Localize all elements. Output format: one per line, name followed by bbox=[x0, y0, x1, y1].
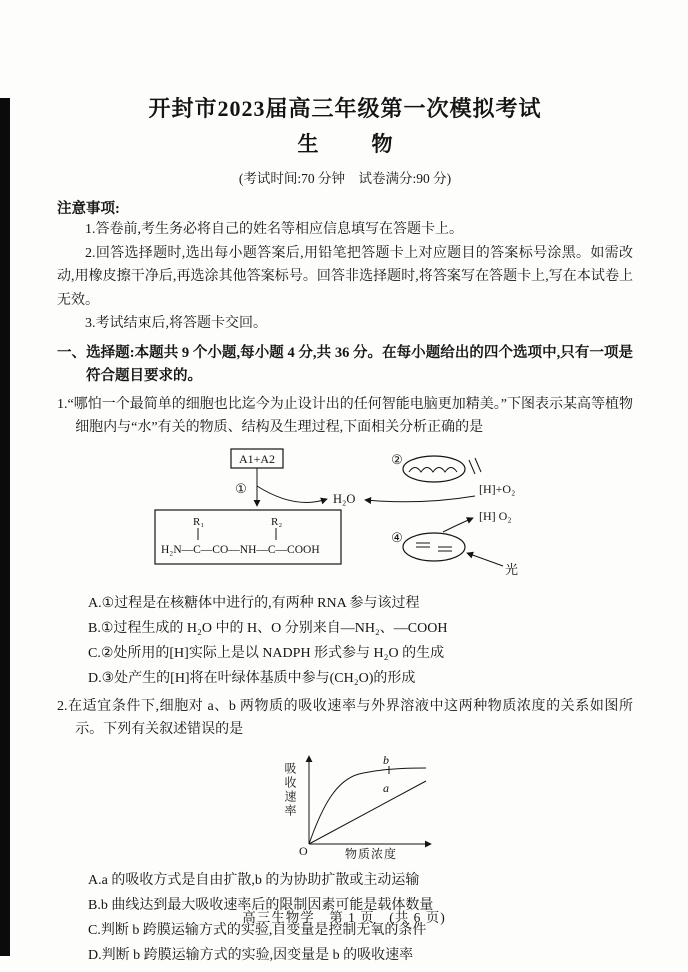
curve-a bbox=[309, 781, 426, 844]
graph-x-axis-label: 物质浓度 bbox=[344, 846, 398, 860]
graph-y-axis-label: 吸收速率 bbox=[283, 761, 297, 818]
amino-acids-box-label: A1+A2 bbox=[238, 451, 276, 466]
q2-option-d: D.判断 b 跨膜运输方式的实验,因变量是 b 的吸收速率 bbox=[88, 947, 414, 963]
hatch-line bbox=[469, 460, 475, 474]
q2-option-b: B.b 曲线达到最大吸收速率后的限制因素可能是载体数量 bbox=[88, 897, 434, 913]
exam-meta: (考试时间:70 分钟 试卷满分:90 分) bbox=[238, 171, 452, 186]
q2-option-c: C.判断 b 跨膜运输方式的实验,自变量是控制无氧的条件 bbox=[88, 922, 427, 938]
q1-option-d: D.③处产生的[H]将在叶绿体基质中参与(CH₂O)的形成 bbox=[88, 670, 416, 686]
hatch-line bbox=[475, 458, 481, 472]
q1-option-b: B.①过程生成的 H₂O 中的 H、O 分别来自—NH₂、—COOH bbox=[88, 620, 448, 636]
curve-b bbox=[309, 768, 426, 844]
question-2-graph bbox=[279, 748, 479, 860]
question-2-stem: 2.在适宜条件下,细胞对 a、b 两物质的吸收速率与外界溶液中这两种物质浓度的关系如图所示。下列有关叙述错误的是 bbox=[57, 698, 633, 737]
curve-a-label: a bbox=[383, 780, 389, 795]
q1-option-a: A.①过程是在核糖体中进行的,有两种 RNA 参与该过程 bbox=[88, 595, 420, 611]
q1-option-c: C.②处所用的[H]实际上是以 NADPH 形式参与 H₂O 的生成 bbox=[88, 645, 445, 661]
origin-label: O bbox=[299, 843, 308, 858]
curve-b-label: b bbox=[383, 752, 389, 767]
r1-label: R₁ bbox=[193, 515, 205, 528]
page-footer: 高三生物学 第 1 页 (共 6 页) bbox=[242, 910, 446, 925]
q2-option-a: A.a 的吸收方式是自由扩散,b 的为协助扩散或主动运输 bbox=[88, 872, 420, 888]
exam-title: 开封市2023届高三年级第一次模拟考试 bbox=[148, 96, 542, 121]
light-label: 光 bbox=[505, 561, 519, 577]
water-label: H₂O bbox=[333, 491, 356, 506]
question-1-diagram bbox=[153, 448, 633, 585]
h-and-o2-label: [H] O₂ bbox=[479, 508, 512, 523]
r2-label: R₂ bbox=[271, 515, 283, 528]
absorption-rate-graph bbox=[279, 748, 464, 860]
scan-artifact-bar bbox=[0, 98, 10, 956]
chloroplast-shape bbox=[403, 533, 465, 561]
dipeptide-formula: H₂N—C—CO—NH—C—COOH bbox=[161, 543, 320, 556]
note-item-3: 3.考试结束后,将答题卡交回。 bbox=[85, 316, 267, 331]
photolysis-products-arrow bbox=[443, 518, 473, 532]
light-arrow bbox=[467, 553, 503, 566]
respiration-water-arrow bbox=[365, 496, 475, 502]
h-plus-o2-label: [H]+O₂ bbox=[479, 481, 516, 496]
water-release-arrow bbox=[257, 486, 327, 502]
process-1-circle: ① bbox=[235, 480, 247, 496]
mitochondrion-cristae bbox=[409, 467, 457, 472]
note-item-2: 2.回答选择题时,选出每小题答案后,用铅笔把答题卡上对应题目的答案标号涂黑。如需改动,用橡皮擦干净后,再选涂其他答案标号。回答非选择题时,将答案写在答题卡上,写在本试卷上无效。 bbox=[57, 245, 633, 308]
section-1-heading: 一、选择题:本题共 9 个小题,每小题 4 分,共 36 分。在每小题给出的四个选项中,只有一项是符合题目要求的。 bbox=[57, 344, 633, 384]
note-item-1: 1.答卷前,考生务必将自己的姓名等相应信息填写在答题卡上。 bbox=[85, 222, 463, 237]
cell-water-diagram bbox=[153, 448, 551, 580]
question-1-stem: 1.“哪怕一个最简单的细胞也比迄今为止设计出的任何智能电脑更加精美。”下图表示某高等植物细胞内与“水”有关的物质、结构及生理过程,下面相关分析正确的是 bbox=[57, 396, 633, 435]
process-4-circle: ④ bbox=[391, 529, 403, 545]
exam-content bbox=[57, 92, 633, 968]
notes-heading: 注意事项: bbox=[57, 201, 120, 217]
exam-subject: 生 物 bbox=[297, 132, 409, 156]
process-2-circle: ② bbox=[391, 451, 403, 467]
